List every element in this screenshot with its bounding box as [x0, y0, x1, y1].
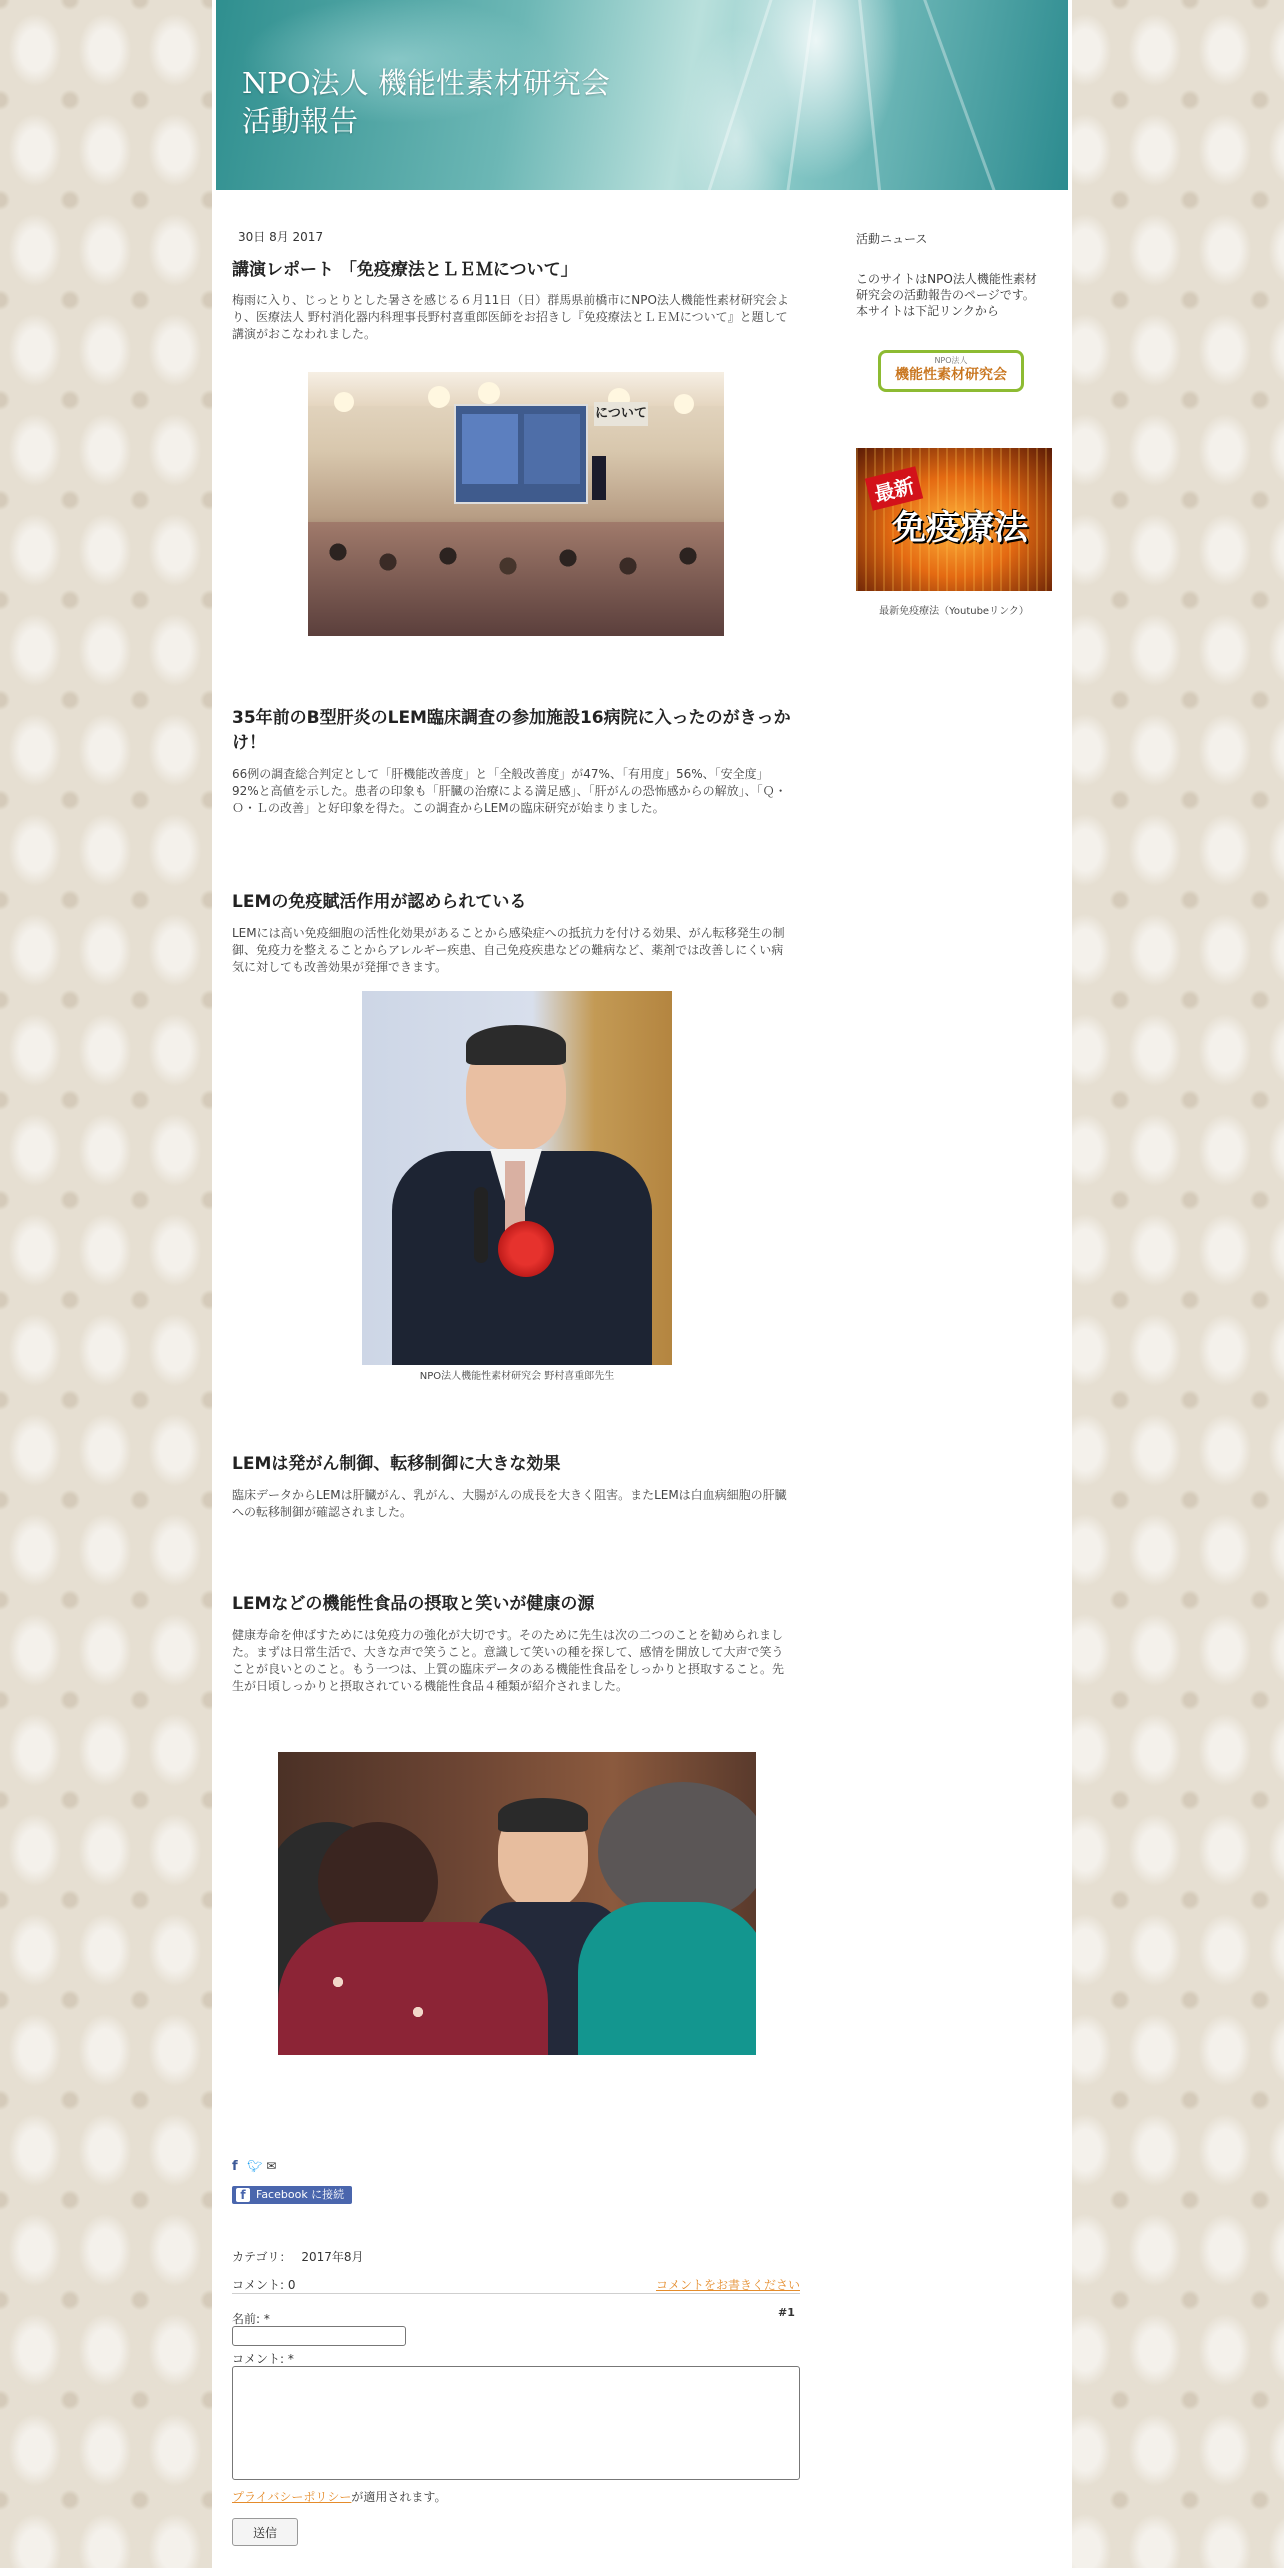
sidebar-description: このサイトはNPO法人機能性素材研究会の活動報告のページです。 [856, 272, 1037, 302]
name-label: 名前: * [232, 2312, 270, 2326]
banner-tag: 最新 [865, 466, 923, 511]
post-title: 講演レポート 「免疫療法とＬＥＭについて」 [232, 260, 578, 280]
twitter-icon[interactable]: 🐦︎ [247, 2159, 263, 2173]
site-title[interactable] [242, 64, 610, 140]
logo-small-text: NPO法人 [934, 356, 968, 365]
chandelier-icon [478, 382, 500, 404]
section-heading: LEMなどの機能性食品の摂取と笑いが健康の源 [232, 1594, 595, 1614]
page-container [212, 0, 1072, 2568]
slide-bullets [524, 414, 580, 484]
comment-textarea[interactable] [232, 2366, 800, 2480]
section-1 [232, 706, 812, 817]
speaker-figure [592, 456, 606, 500]
category-link[interactable]: 2017年8月 [301, 2250, 364, 2264]
section-body: 健康寿命を伸ばすためには免疫力の強化が大切です。そのために先生は次の二つのことを勧められました。まずは日常生活で、大きな声で笑うこと。意識して笑いの種を探して、感情を開放して大声で笑うことが良いとのこと。もう一つは、上質の臨床データのある機能性食品をしっかりと摂取すること。先生が日頃しっかりと摂取されている機能性食品４種類が紹介されました。 [232, 1628, 785, 1693]
portrait-caption: NPO法人機能性素材研究会 野村喜重郎先生 [419, 1371, 615, 1382]
section-3 [232, 1452, 812, 1521]
microphone-icon [474, 1187, 488, 1263]
facebook-logo-icon: f [236, 2188, 250, 2202]
section-heading: LEMは発がん制御、転移制御に大きな効果 [232, 1454, 561, 1474]
site-title-line1: NPO法人 機能性素材研究会 [242, 66, 610, 100]
lecture-photo [308, 372, 724, 636]
category-line [232, 2248, 364, 2265]
post-date: 30日 8月 2017 [238, 230, 324, 244]
name-input[interactable] [232, 2326, 406, 2346]
logo-big-text: 機能性素材研究会 [895, 367, 1007, 383]
attendee-right-hair [598, 1782, 756, 1922]
comment-label: コメント: * [232, 2352, 294, 2366]
comment-divider [232, 2293, 800, 2294]
section-4 [232, 1592, 812, 1695]
npo-logo-button[interactable] [878, 350, 1024, 392]
presentation-screen [454, 404, 588, 504]
section-body: 66例の調査総合判定として「肝機能改善度」と「全般改善度」が47%、「有用度」56%、「安全度」92%と高値を示した。患者の印象も「肝臓の治療による満足感」、「肝がんの恐怖感からの解放」、「Ｑ・Ｏ・Ｌの改善」と好印象を得た。この調査からLEMの臨床研究が始まりました。 [232, 767, 787, 815]
privacy-line [232, 2488, 446, 2505]
privacy-suffix: が適用されます。 [351, 2490, 447, 2504]
post-intro: 梅雨に入り、じっとりとした暑さを感じる６月11日（日）群馬県前橋市にNPO法人機能性素材研究会より、医療法人 野村消化器内科理事長野村喜重郎医師をお招きし『免疫療法とＬＥＭについて』と題して講演がおこなわれました。 [232, 293, 789, 341]
privacy-policy-link[interactable]: プライバシーポリシー [232, 2490, 352, 2504]
sidebar-link-note: 本サイトは下記リンクから [856, 304, 999, 318]
group-photo [278, 1752, 756, 2055]
hair [466, 1025, 566, 1065]
facebook-icon[interactable]: f [232, 2159, 238, 2174]
lecture-slide-title: について [594, 402, 648, 426]
chandelier-icon [334, 392, 354, 412]
rose-corsage [498, 1221, 554, 1277]
section-body: 臨床データからLEMは肝臓がん、乳がん、大腸がんの成長を大きく阻害。またLEMは白血病細胞の肝臓への転移制御が確認されました。 [232, 1488, 787, 1519]
main-content [232, 228, 812, 343]
chandelier-icon [428, 386, 450, 408]
slide-bullets [462, 414, 518, 484]
banner-caption: 最新免疫療法（Youtubeリンク） [879, 606, 1029, 617]
header-light-ray [916, 0, 1008, 190]
category-label: カテゴリ： [232, 2250, 292, 2264]
write-comment-link[interactable]: コメントをお書きください [655, 2278, 800, 2292]
share-icons [232, 2155, 280, 2174]
header-light-ray [856, 0, 886, 190]
sidebar [856, 230, 1056, 617]
facebook-connect-label: Facebook に接続する [256, 2188, 345, 2219]
header-light-ray [780, 0, 819, 190]
section-heading: LEMの免疫賦活作用が認められている [232, 892, 527, 912]
chandelier-icon [674, 394, 694, 414]
audience [308, 522, 724, 636]
comment-number: #1 [778, 2306, 795, 2319]
ceiling [308, 372, 724, 406]
comment-count: コメント: 0 [232, 2278, 296, 2292]
section-2 [232, 890, 812, 976]
site-header [216, 0, 1068, 190]
submit-button[interactable]: 送信 [232, 2518, 298, 2546]
immunotherapy-video-banner[interactable] [856, 448, 1052, 591]
attendee-kimono [278, 1922, 548, 2055]
banner-word: 免疫療法 [892, 508, 1028, 548]
sidebar-heading: 活動ニュース [856, 232, 928, 246]
doctor-hair [498, 1798, 588, 1832]
header-light-ray [696, 0, 779, 190]
section-heading: 35年前のB型肝炎のLEM臨床調査の参加施設16病院に入ったのがきっかけ！ [232, 708, 791, 753]
attendee-right-top [578, 1902, 756, 2055]
mail-icon[interactable]: ✉ [266, 2159, 277, 2173]
facebook-connect-button[interactable] [232, 2186, 352, 2219]
site-title-line2: 活動報告 [242, 104, 359, 138]
portrait-photo [362, 991, 672, 1365]
section-body: LEMには高い免疫細胞の活性化効果があることから感染症への抵抗力を付ける効果、がん転移発生の制御、免疫力を整えることからアレルギー疾患、自己免疫疾患などの難病など、薬剤では改善しにくい病気に対しても改善効果が発揮できます。 [232, 926, 785, 974]
